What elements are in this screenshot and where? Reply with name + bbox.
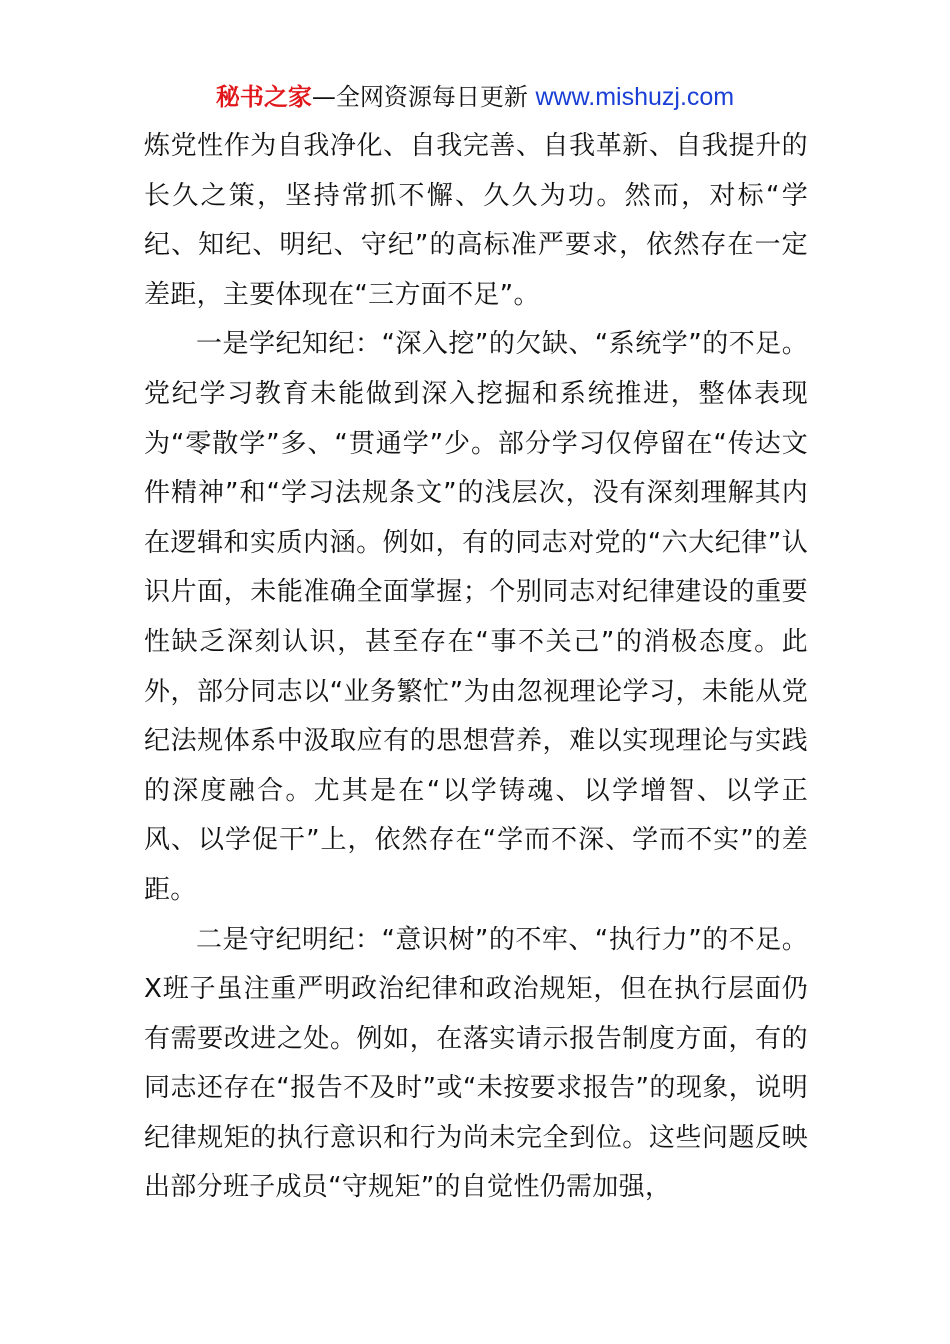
paragraph-point-one: 一是学纪知纪：“深入挖”的欠缺、“系统学”的不足。党纪学习教育未能做到深入挖掘和系统推进，整体表现为“零散学”多、“贯通学”少。部分学习仅停留在“传达文件精神”和“学习法规条文”的浅层次，没有深刻理解其内在逻辑和实质内涵。例如，有的同志对党的“六大纪律”认识片面，未能准确全面掌握；个别同志对纪律建设的重要性缺乏深刻认识，甚至存在“事不关己”的消极态度。此外，部分同志以“业务繁忙”为由忽视理论学习，未能从党纪法规体系中汲取应有的思想营养，难以实现理论与实践的深度融合。尤其是在“以学铸魂、以学增智、以学正风、以学促干”上，依然存在“学而不深、学而不实”的差距。 — [144, 329, 808, 905]
paragraph-point-two: 二是守纪明纪：“意识树”的不牢、“执行力”的不足。X班子虽注重严明政治纪律和政治规矩，但在执行层面仍有需要改进之处。例如，在落实请示报告制度方面，有的同志还存在“报告不及时”或“未按要求报告”的现象，说明纪律规矩的执行意识和行为尚未完全到位。这些问题反映出部分班子成员“守规矩”的自觉性仍需加强， — [144, 924, 808, 1203]
site-tagline: —全网资源每日更新 — [311, 83, 536, 111]
site-header — [0, 80, 950, 114]
paragraph-continuation: 炼党性作为自我净化、自我完善、自我革新、自我提升的长久之策，坚持常抓不懈、久久为功。然而，对标“学纪、知纪、明纪、守纪”的高标准严要求，依然存在一定差距，主要体现在“三方面不足”。 — [144, 131, 808, 310]
site-brand: 秘书之家 — [215, 83, 312, 111]
document-body — [144, 122, 808, 1213]
site-url[interactable]: www.mishuzj.com — [535, 83, 735, 111]
